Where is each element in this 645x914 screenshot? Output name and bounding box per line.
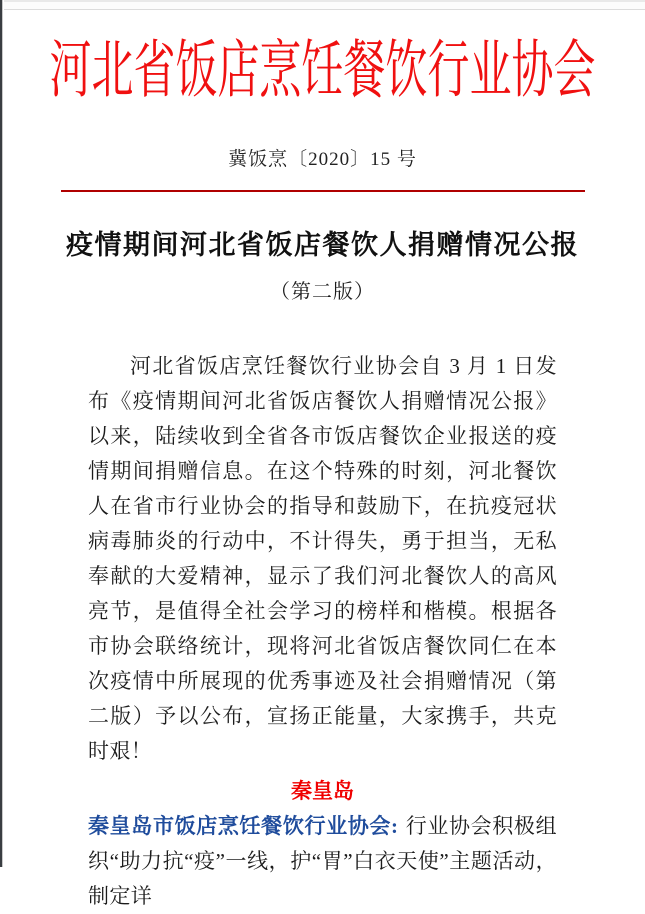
document-subtitle: （第二版）: [270, 281, 375, 303]
red-divider-line: [61, 190, 585, 192]
section-heading-qinhuangdao: 秦皇岛: [291, 779, 354, 803]
document-title: 疫情期间河北省饭店餐饮人捐赠情况公报: [66, 230, 579, 260]
entry-org-name: 秦皇岛市饭店烹饪餐饮行业协会:: [88, 814, 399, 838]
org-title: 河北省饭店烹饪餐饮行业协会: [49, 37, 596, 107]
entry-text: 行业协会积极组织“助力抗“疫”一线，护“胃”白衣天使”主题活动，制定详: [88, 814, 557, 908]
document-body: [0, 223, 645, 914]
page-left-edge: [0, 0, 3, 867]
doc-number: 冀饭烹〔2020〕15 号: [228, 149, 417, 170]
page-top-edge: [4, 0, 645, 10]
intro-paragraph: 河北省饭店烹饪餐饮行业协会自 3 月 1 日发布《疫情期间河北省饭店餐饮人捐赠情况公报》以来，陆续收到全省各市饭店餐饮企业报送的疫情期间捐赠信息。在这个特殊的时刻，河北餐饮人在省市行业协会的指导和鼓励下，在抗疫冠状病毒肺炎的行动中，不计得失，勇于担当，无私奉献的大爱精神，显示了我们河北餐饮人的高风亮节，是值得全社会学习的榜样和楷模。根据各市协会联络统计，现将河北省饭店餐饮同仁在本次疫情中所展现的优秀事迹及社会捐赠情况（第二版）予以公布，宣扬正能量，大家携手，共克时艰！: [88, 354, 557, 763]
entry-paragraph: [88, 809, 557, 914]
letterhead-title-row: [0, 30, 645, 114]
letterhead: [0, 30, 645, 192]
